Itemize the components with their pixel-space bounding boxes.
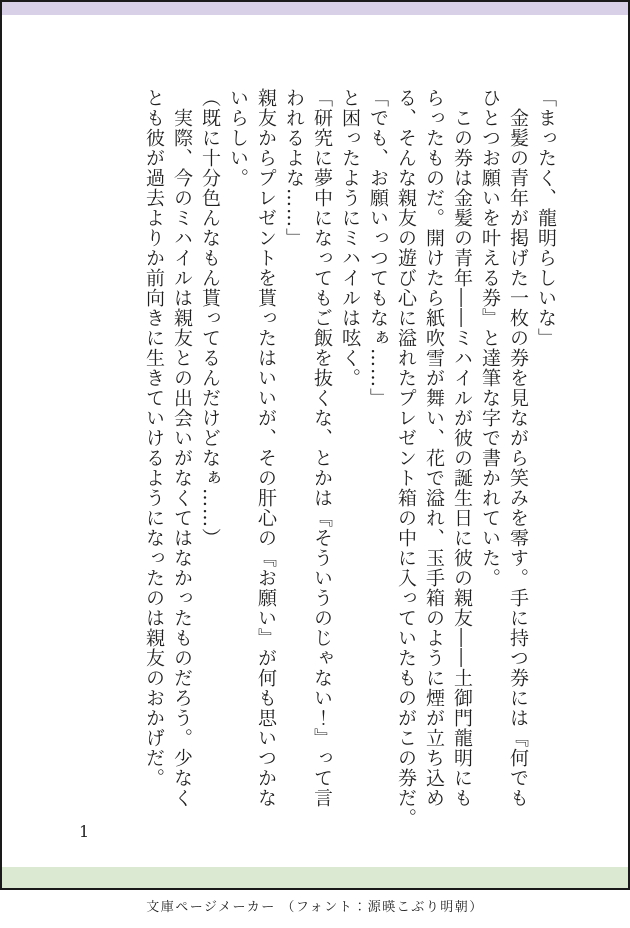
text-column: いらしい。 [227,88,249,188]
text-column: （既に十分色んなもん貰ってるんだけどなぁ……） [199,88,221,548]
text-column: 金髪の青年が掲げた一枚の券を見ながら笑みを零す。手に持つ券には『何でも [507,88,529,808]
text-column: われるよな……」 [283,88,305,248]
text-column: とも彼が過去よりか前向きに生きていけるようになったのは親友のおかげだ。 [143,88,165,788]
text-column: らったものだ。開けたら紙吹雪が舞い、花で溢れ、玉手箱のように煙が立ち込め [423,88,445,808]
text-column: 親友からプレゼントを貰ったはいいが、その肝心の『お願い』が何も思いつかな [255,88,277,808]
text-column: 実際、今のミハイルは親友との出会いがなくてはなかったものだろう。少なく [171,88,193,808]
text-column: る、そんな親友の遊び心に溢れたプレゼント箱の中に入っていたものがこの券だ。 [395,88,417,828]
bottom-decoration-bar [2,867,628,888]
generator-caption: 文庫ページメーカー （フォント：源暎こぶり明朝） [146,900,484,915]
text-column: 「でも、お願いっつてもなぁ……」 [367,88,389,408]
text-column: ひとつお願いを叶える券』と達筆な字で書かれていた。 [479,88,501,588]
page-number: 1 [79,822,90,841]
vertical-body-text [140,88,560,858]
top-decoration-bar [2,2,628,15]
text-column: この券は金髪の青年――ミハイルが彼の誕生日に彼の親友――土御門龍明にも [451,88,473,808]
text-column: 「まったく、龍明らしいな」 [535,88,557,348]
text-column: 「研究に夢中になってもご飯を抜くな、とかは『そういうのじゃない！』って言 [311,88,333,808]
text-column: と困ったようにミハイルは呟く。 [339,88,361,388]
